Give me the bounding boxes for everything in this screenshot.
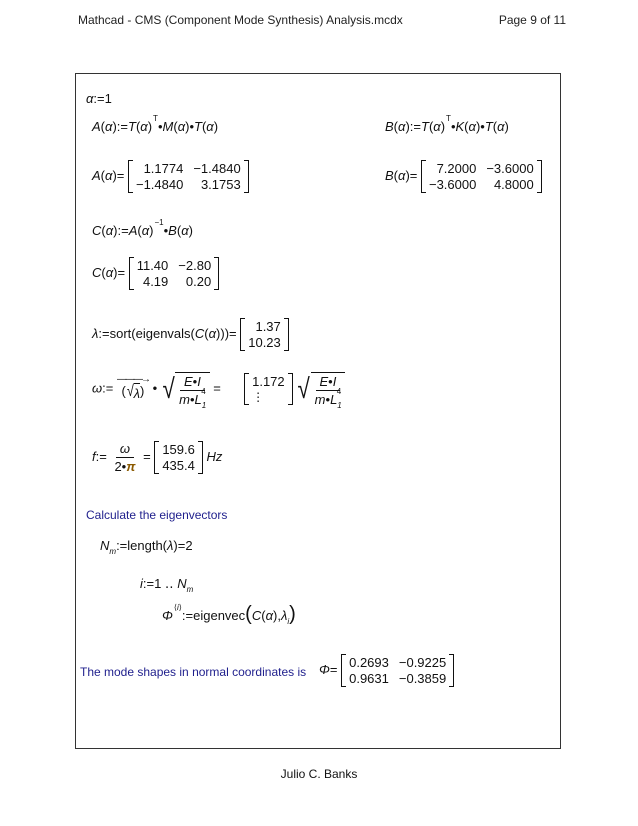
Phi-matrix xyxy=(341,654,454,687)
document-title: Mathcad - CMS (Component Mode Synthesis) Analysis.mcdx xyxy=(78,13,403,27)
matrix-cell: 4.19 xyxy=(142,274,169,289)
vector-cell: 435.4 xyxy=(162,458,195,473)
matrix-cell: 1.1774 xyxy=(143,161,184,176)
vector-cell: 1.37 xyxy=(255,319,281,334)
mode-shapes-label[interactable]: The mode shapes in normal coordinates is xyxy=(80,665,307,679)
phi-definition[interactable]: $\Phi^{⟨i⟩}:=eigenvec(C(\alpha),\lambda_i)$ xyxy=(162,603,296,626)
footer-author: Julio C. Banks xyxy=(280,767,358,781)
matrix-cell: −1.4840 xyxy=(193,161,241,176)
A-result[interactable]: A(α)= 1.1774 −1.4840 −1.4840 3.1753 xyxy=(92,160,249,193)
matrix-cell: −3.6000 xyxy=(428,177,477,192)
B-result[interactable]: B(α)= 7.2000 −3.6000 −3.6000 4.8000 xyxy=(385,160,542,193)
matrix-cell: −3.6000 xyxy=(486,161,534,176)
C-result[interactable]: C(α)= 11.40 −2.80 4.19 0.20 xyxy=(92,257,219,290)
range-definition[interactable]: i:=1 ‥ $N_m$ xyxy=(140,576,194,594)
Phi-result[interactable]: Φ= 0.2693 −0.9225 0.9631 −0.3859 xyxy=(319,654,454,687)
frequency-definition[interactable]: f:= $\frac{\omega}{2•\pi}$ = 159.6 435.4 Hz xyxy=(92,441,223,474)
matrix-cell: 3.1753 xyxy=(200,177,241,192)
matrix-cell: 0.9631 xyxy=(349,671,389,686)
matrix-cell: 4.8000 xyxy=(493,177,534,192)
C-matrix xyxy=(129,257,219,290)
matrix-cell: −0.9225 xyxy=(398,655,447,670)
C-definition[interactable]: $C(\alpha):=A(\alpha)^{-1}•B(\alpha)$ xyxy=(92,218,193,238)
vectorize-operator: ———→ ( √ λ ) xyxy=(116,374,149,401)
matrix-cell: −0.3859 xyxy=(398,671,447,686)
vector-cell: 1.172 xyxy=(252,374,285,389)
frequency-unit: Hz xyxy=(206,448,223,464)
B-definition[interactable]: $B(\alpha):=T(\alpha)^T•K(\alpha)•T(\alpha)$ xyxy=(385,114,509,134)
matrix-cell: 11.40 xyxy=(136,258,169,273)
alpha-definition[interactable]: α:=1 xyxy=(86,91,112,106)
A-definition[interactable]: $A(\alpha):=T(\alpha)^T•M(\alpha)•T(\alpha)$ xyxy=(92,114,219,134)
B-matrix xyxy=(421,160,542,193)
vector-cell: ⋮ xyxy=(252,390,265,404)
page-number: Page 9 of 11 xyxy=(498,13,566,27)
matrix-cell: −1.4840 xyxy=(135,177,184,192)
omega-vector xyxy=(244,373,293,405)
lambda-vector xyxy=(240,318,289,351)
eigenvectors-label[interactable]: Calculate the eigenvectors xyxy=(86,508,228,522)
vector-cell: 10.23 xyxy=(248,335,281,350)
frequency-vector xyxy=(154,441,203,474)
matrix-cell: 7.2000 xyxy=(436,161,477,176)
A-matrix xyxy=(128,160,249,193)
matrix-cell: −2.80 xyxy=(178,258,212,273)
lambda-definition[interactable]: λ:=sort(eigenvals(C(α)))= 1.37 10.23 xyxy=(92,318,289,351)
worksheet-frame xyxy=(75,73,561,749)
Nm-definition[interactable]: $N_m:=length(\lambda)=2$ xyxy=(100,538,193,556)
omega-definition[interactable]: ω:= ———→ ( √ λ ) • √ $\frac{E•I}{m•L_1^4}$ = 1.172 ⋮ √ $\frac{E•I}{m•L_1^4}$ xyxy=(92,372,345,406)
Nm-value: 2 xyxy=(185,538,193,553)
vector-cell: 159.6 xyxy=(162,442,195,457)
matrix-cell: 0.20 xyxy=(185,274,212,289)
matrix-cell: 0.2693 xyxy=(349,655,389,670)
